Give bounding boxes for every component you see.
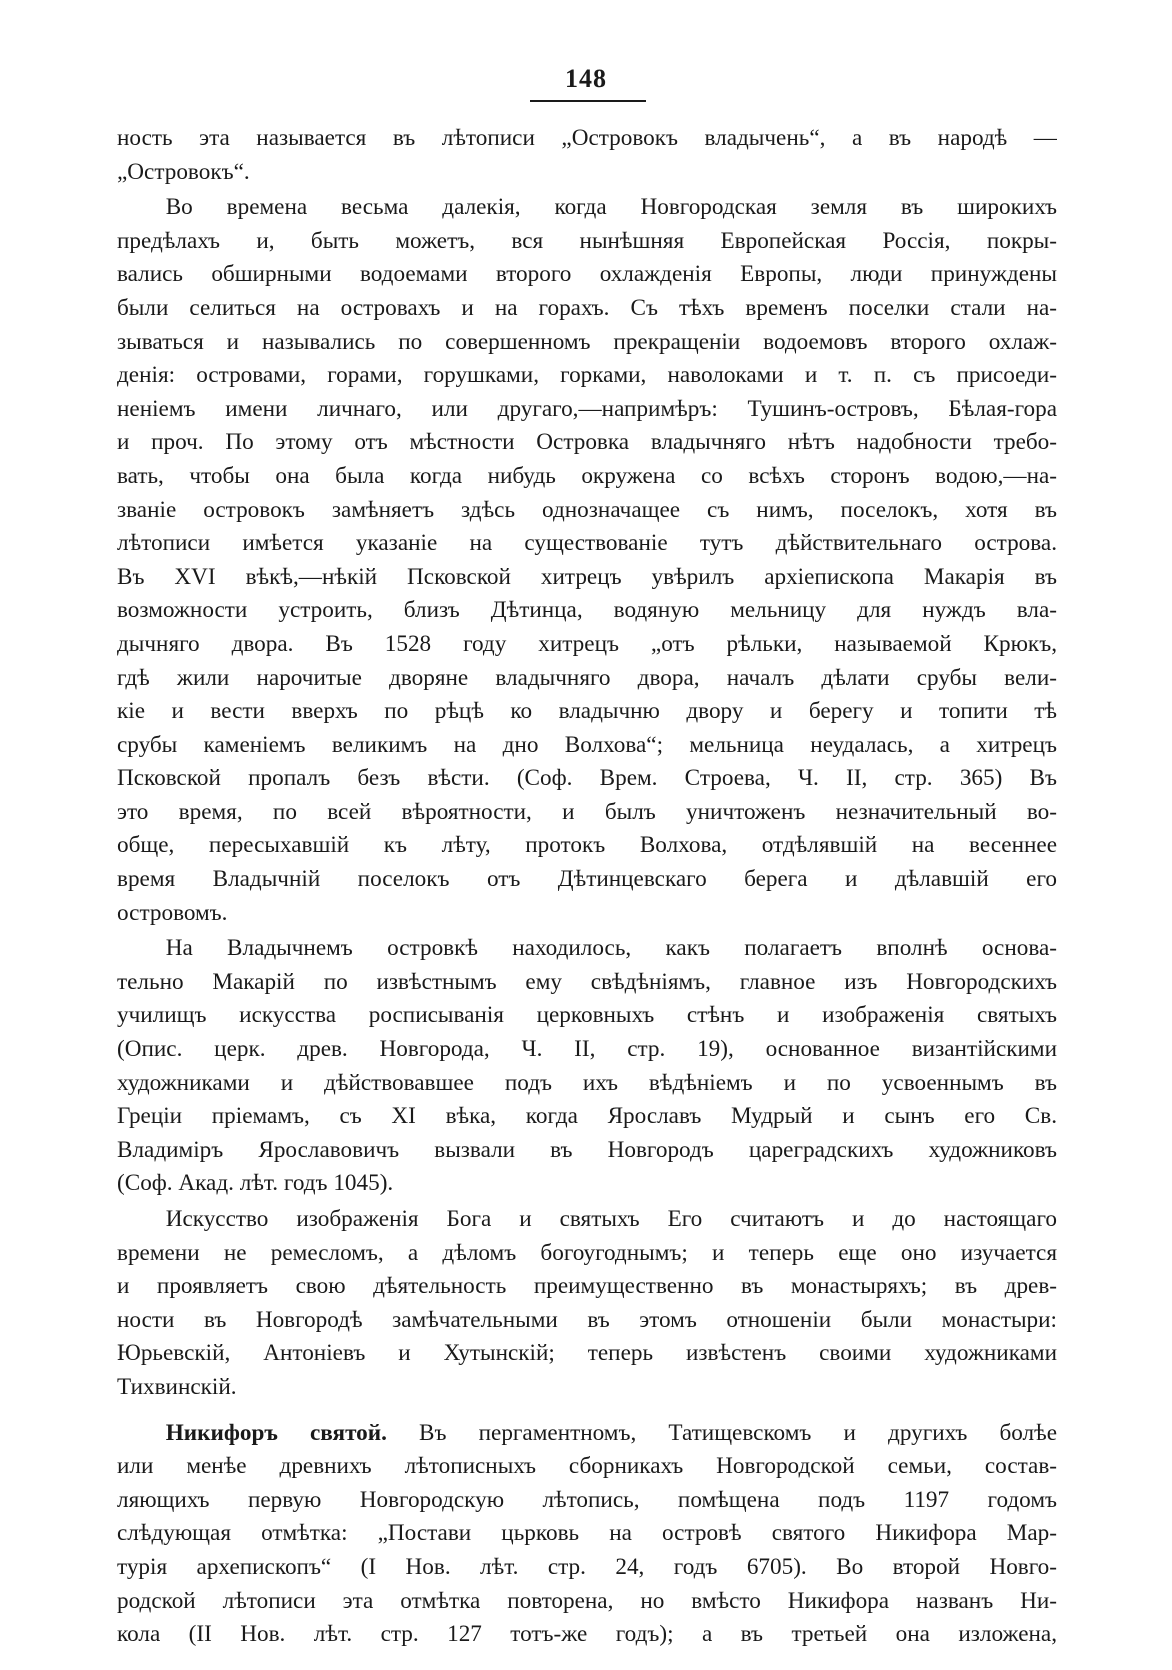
text-line: Юрьевскій, Антоніевъ и Хутынскій; теперь извѣстенъ своими художниками <box>117 1340 1057 1367</box>
entry-first-line-text: Въ пергаментномъ, Татищевскомъ и другихъ болѣе <box>419 1419 1057 1446</box>
paragraph-icon-art <box>117 1203 1057 1405</box>
text-line: времени не ремесломъ, а дѣломъ богоугоднымъ; и теперь еще оно изучается <box>117 1239 1057 1266</box>
text-line: (Опис. церк. древ. Новгорода, Ч. II, стр. 19), основанное византійскими <box>117 1036 1057 1063</box>
entry-heading: Никифоръ святой. <box>165 1419 387 1446</box>
page-number: 148 <box>565 64 607 93</box>
text-line: лѣтописи имѣется указаніе на существованіе тутъ дѣйствительнаго острова. <box>117 530 1057 557</box>
text-body <box>117 122 1057 1652</box>
text-line: училищъ искусства росписыванія церковныхъ стѣнъ и изображенія святыхъ <box>117 1002 1057 1029</box>
text-line: и проявляетъ свою дѣятельность преимущественно въ монастыряхъ; въ древ- <box>117 1273 1057 1300</box>
text-line: гдѣ жили нарочитые дворяне владычняго двора, началъ дѣлати срубы вели- <box>117 664 1057 691</box>
text-line: зываться и назывались по совершенномъ прекращеніи водоемовъ второго охлаж- <box>117 328 1057 355</box>
page-number-rule <box>530 100 646 102</box>
text-line: ность эта называется въ лѣтописи „Островокъ владычень“, а въ народѣ — <box>117 125 1057 151</box>
text-line: возможности устроить, близъ Дѣтинца, водяную мельницу для нуждъ вла- <box>117 597 1057 624</box>
text-line: время Владычній поселокъ отъ Дѣтинцевскаго берега и дѣлавшій его <box>117 866 1057 893</box>
text-line: родской лѣтописи эта отмѣтка повторена, но вмѣсто Никифора названъ Ни- <box>117 1587 1057 1614</box>
text-line: срубы каменіемъ великимъ на дно Волхова“; мельница неудалась, а хитрецъ <box>117 731 1057 758</box>
text-line: Въ XVI вѣкѣ,—нѣкій Псковской хитрецъ увѣрилъ архіепископа Макарія въ <box>117 563 1057 590</box>
text-line: предѣлахъ и, быть можетъ, вся нынѣшняя Европейская Россія, покры- <box>117 227 1057 254</box>
text-line: (Соф. Акад. лѣт. годъ 1045). <box>117 1170 394 1197</box>
text-line: дычняго двора. Въ 1528 году хитрецъ „отъ рѣльки, называемой Крюкъ, <box>117 630 1057 657</box>
text-line: Во времена весьма далекія, когда Новгородская земля въ широкихъ <box>165 194 1057 221</box>
text-line: или менѣе древнихъ лѣтописныхъ сборникахъ Новгородской семьи, состав- <box>117 1453 1057 1480</box>
text-line: были селиться на островахъ и на горахъ. Съ тѣхъ временъ поселки стали на- <box>117 294 1057 321</box>
text-line: вать, чтобы она была когда нибудь окружена со всѣхъ сторонъ водою,—на- <box>117 462 1057 489</box>
paragraph-islands <box>117 191 1057 930</box>
text-line: денія: островами, горами, горушками, горками, наволоками и т. п. съ присоеди- <box>117 362 1057 389</box>
entry-nikifor <box>117 1417 1057 1652</box>
text-line: На Владычнемъ островкѣ находилось, какъ полагаетъ вполнѣ основа- <box>165 935 1057 962</box>
text-line: кіе и вести вверхъ по рѣцѣ ко владычню двору и берегу и топити тѣ <box>117 698 1057 725</box>
text-line: это время, по всей вѣроятности, и былъ уничтоженъ незначительный во- <box>117 798 1057 825</box>
text-line: Искусство изображенія Бога и святыхъ Его считаютъ и до настоящаго <box>165 1206 1057 1232</box>
text-line: Тихвинскій. <box>117 1373 237 1400</box>
text-line: и проч. По этому отъ мѣстности Островка владычняго нѣтъ надобности требо- <box>117 429 1057 456</box>
text-line: слѣдующая отмѣтка: „Постави цьрковь на островѣ святого Никифора Мар- <box>117 1520 1057 1547</box>
entry-first-line <box>117 1417 1057 1451</box>
text-line: Греціи пріемамъ, съ XI вѣка, когда Ярославъ Мудрый и сынъ его Св. <box>117 1103 1057 1130</box>
text-line: тельно Макарій по извѣстнымъ ему свѣдѣніямъ, главное изъ Новгородскихъ <box>117 968 1057 995</box>
text-line: обще, пересыхавшій къ лѣту, протокъ Волхова, отдѣлявшій на весеннее <box>117 832 1057 859</box>
text-line: вались обширными водоемами второго охлажденія Европы, люди принуждены <box>117 261 1057 288</box>
paragraph-icon-school <box>117 932 1057 1201</box>
text-line: Псковской пропалъ безъ вѣсти. (Соф. Врем. Строева, Ч. II, стр. 365) Въ <box>117 765 1057 792</box>
text-line: кола (II Нов. лѣт. стр. 127 тотъ-же годъ); а въ третьей она изложена, <box>117 1621 1057 1648</box>
text-line: ляющихъ первую Новгородскую лѣтопись, помѣщена подъ 1197 годомъ <box>117 1486 1057 1513</box>
text-line: турія архепископъ“ (I Нов. лѣт. стр. 24, годъ 6705). Во второй Новго- <box>117 1553 1057 1580</box>
text-line: Владиміръ Ярославовичъ вызвали въ Новгородъ цареградскихъ художниковъ <box>117 1136 1057 1163</box>
text-line: званіе островокъ замѣняетъ здѣсь однозначащее съ нимъ, поселокъ, хотя въ <box>117 496 1057 523</box>
text-line: неніемъ имени личнаго, или другаго,—напримѣръ: Тушинъ-островъ, Бѣлая-гора <box>117 395 1057 422</box>
text-line: островомъ. <box>117 899 228 926</box>
paragraph-continuation <box>117 122 1057 189</box>
text-line: художниками и дѣйствовавшее подъ ихъ вѣдѣніемъ и по усвоеннымъ въ <box>117 1069 1057 1096</box>
text-line: „Островокъ“. <box>117 158 250 185</box>
text-line: ности въ Новгородѣ замѣчательными въ этомъ отношеніи были монастыри: <box>117 1306 1057 1333</box>
